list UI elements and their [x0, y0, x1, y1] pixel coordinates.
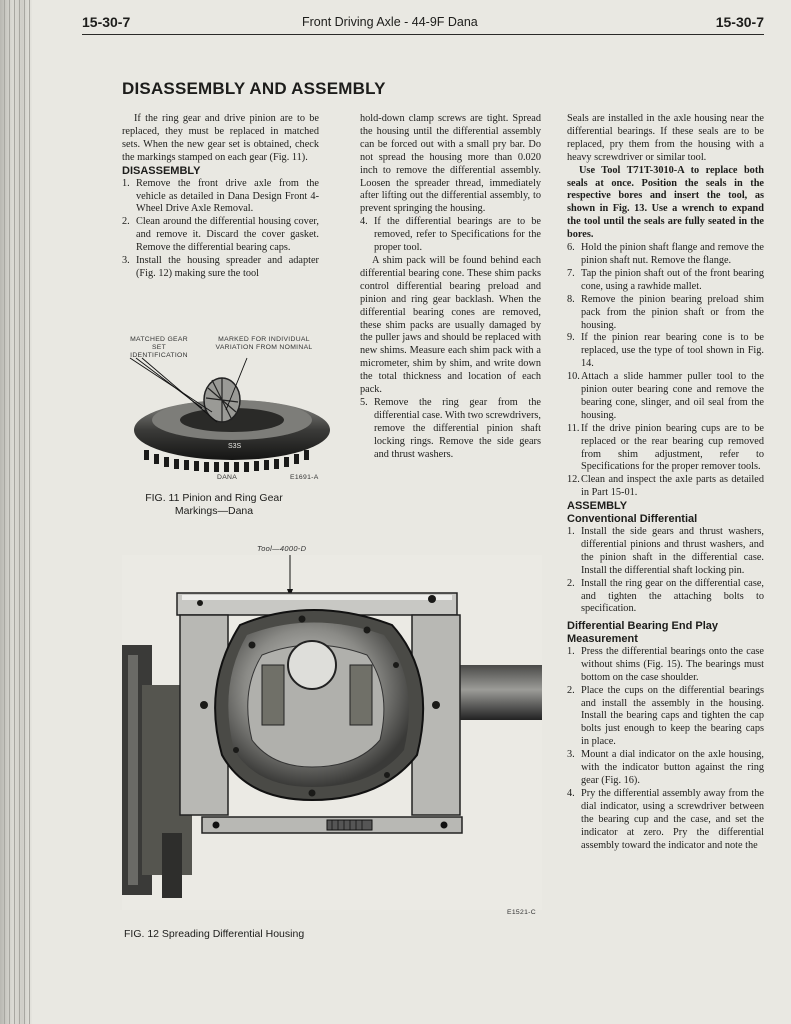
svg-text:S3S: S3S [228, 443, 242, 450]
step-text: Clean and inspect the axle parts as detailed in Part 15-01. [581, 474, 764, 499]
fig12-tool-label: Tool—4000-D [257, 544, 307, 553]
list-item [567, 646, 764, 685]
step-number: 6. [567, 242, 575, 254]
list-item [567, 749, 764, 788]
step-text: Mount a dial indicator on the axle housing, with the indicator button against the ring gear (Fig. 16). [581, 749, 764, 786]
fig12-caption: FIG. 12 Spreading Differential Housing [124, 928, 305, 940]
fig11-label-variation: MARKED FOR INDIVIDUAL VARIATION FROM NOMINAL [215, 336, 313, 351]
step-text: Press the differential bearings onto the case without shims (Fig. 15). The bearings must bottom on the case shoulder. [581, 645, 764, 683]
list-item [122, 216, 319, 255]
step-number: 12. [567, 474, 580, 486]
fig12-code: E1521-C [507, 909, 536, 916]
fig11-code: E1691-A [290, 474, 319, 481]
list-item [122, 255, 319, 281]
step-number: 5. [360, 396, 368, 408]
step-text: Clean around the differential housing cover, and remove it. Discard the cover gasket. Remove the differential bearing caps. [136, 216, 319, 254]
step-number: 2. [567, 577, 575, 589]
page-number-left: 15-30-7 [82, 14, 131, 30]
step-number: 4. [360, 216, 368, 228]
ring-gear-illustration [122, 350, 332, 475]
spreader-tool-photo [122, 555, 542, 910]
list-item [567, 371, 764, 423]
assembly-steps [567, 526, 764, 616]
list-item [567, 242, 764, 268]
disassembly-steps-cont [360, 216, 541, 255]
list-item [567, 294, 764, 333]
section-title: Front Driving Axle - 44-9F Dana [302, 15, 478, 29]
step-text: Remove the pinion bearing preload shim pack from the pinion shaft or from the housing. [581, 293, 764, 331]
end-play-heading: Differential Bearing End Play Measurement [567, 620, 718, 646]
step-number: 7. [567, 267, 575, 279]
column-2 [360, 113, 541, 461]
step-number: 1. [567, 525, 575, 537]
list-item [567, 788, 764, 853]
step-text: Hold the pinion shaft flange and remove the pinion shaft nut. Remove the flange. [581, 242, 764, 266]
step-text: Place the cups on the differential bearings and install the assembly in the housing. Install the bearing caps and tighten the cap bolts just enough to keep the bearing caps in place. [581, 684, 764, 748]
assembly-heading: ASSEMBLY [567, 500, 628, 513]
step-text: Tap the pinion shaft out of the front bearing cone, using a rawhide mallet. [581, 267, 764, 292]
step-text: If the differential bearings are to be removed, refer to Specifications for the proper tool. [374, 216, 541, 254]
book-binding-edge [0, 0, 32, 1024]
step-number: 2. [122, 216, 130, 228]
list-item [567, 332, 764, 371]
column-3 [567, 113, 764, 852]
seal-tool-note: Use Tool T71T-3010-A to replace both seals at once. Position the seals in the respective bores and insert the tool, as shown in Fig. 13. Use a wrench to expand the tool until the seals are fully seated in the bores. [567, 164, 764, 241]
fig11-label-dana: DANA [217, 474, 238, 481]
page-title: DISASSEMBLY AND ASSEMBLY [122, 79, 386, 98]
step-number: 10. [567, 371, 580, 383]
conventional-differential-heading: Conventional Differential [567, 513, 698, 526]
list-item [567, 474, 764, 500]
step-number: 1. [122, 177, 130, 189]
step-text: Attach a slide hammer puller tool to the pinion outer bearing cone and remove the bearing cone, slinger, and oil seal from the housing. [581, 371, 764, 421]
list-item [567, 526, 764, 578]
step3-continuation: hold-down clamp screws are tight. Spread the housing until the differential assembly can be forced out with a small pry bar. Do not spread the housing more than 0.020 inch to remove the differential assembly. Loosen the spreader thread, immediately after lifting out the differential assembly, to prevent springing the housing. [360, 113, 541, 215]
disassembly-steps-cont-3 [567, 242, 764, 500]
disassembly-steps [122, 178, 319, 281]
step-number: 2. [567, 684, 575, 696]
seals-paragraph: Seals are installed in the axle housing near the differential bearings. If these seals are to be replaced, pry them from the housing with a heavy screwdriver or similar tool. [567, 113, 764, 163]
fig11-label-matched: MATCHED GEAR SET IDENTIFICATION [130, 336, 188, 359]
end-play-steps [567, 646, 764, 853]
fig11-caption: FIG. 11 Pinion and Ring Gear Markings—Dana [145, 492, 283, 517]
step-number: 11. [567, 422, 580, 434]
list-item [360, 216, 541, 255]
step-text: Install the housing spreader and adapter (Fig. 12) making sure the tool [136, 255, 319, 279]
shim-paragraph: A shim pack will be found behind each differential bearing cone. These shim packs control differential bearing preload and pinion and ring gear backlash. When the differential bearing cones are removed, these shim packs are usually damaged by the puller jaws and should be replaced with new shims. Measure each shim pack with a micrometer, shim by shim, and write down the total thickness and location of each pack. [360, 254, 541, 396]
column-1 [122, 113, 319, 281]
list-item [567, 685, 764, 750]
step-text: If the pinion rear bearing cone is to be replaced, use the type of tool shown in Fig. 14. [581, 332, 764, 370]
list-item [567, 423, 764, 475]
list-item [360, 397, 541, 462]
disassembly-steps-cont-2 [360, 397, 541, 462]
step-text: Pry the differential assembly away from the dial indicator, using a screwdriver between the bearing cup and the case, and set the indicator at zero. Pry the differential assembly toward the indicator and note the [581, 787, 764, 851]
step-number: 4. [567, 787, 575, 799]
step-text: Install the ring gear on the differential case, and tighten the attaching bolts to specification. [581, 577, 764, 615]
step-number: 9. [567, 332, 575, 344]
list-item [567, 268, 764, 294]
step-number: 3. [567, 749, 575, 761]
step-number: 3. [122, 255, 130, 267]
step-number: 1. [567, 645, 575, 657]
step-text: Remove the front drive axle from the vehicle as detailed in Dana Design Front 4-Wheel Drive Axle Removal. [136, 177, 319, 215]
page-number-right: 15-30-7 [715, 14, 764, 30]
list-item [122, 178, 319, 217]
intro-paragraph: If the ring gear and drive pinion are to be replaced, they must be replaced in matched sets. When the new gear set is obtained, check the markings stamped on each gear (Fig. 11). [122, 113, 319, 163]
page-header [82, 12, 764, 35]
disassembly-heading: DISASSEMBLY [122, 164, 201, 177]
step-text: Remove the ring gear from the differential case. With two screwdrivers, remove the differential pinion shaft locking rings. Remove the side gears and thrust washers. [374, 396, 541, 460]
step-text: If the drive pinion bearing cups are to be replaced or the rear bearing cup removed from shim adjustment, refer to Specifications for the proper remover tools. [581, 422, 764, 473]
step-number: 8. [567, 293, 575, 305]
step-text: Install the side gears and thrust washers, differential pinions and thrust washers, and the pinion shaft in the differential case. Install the differential shaft locking pin. [581, 525, 764, 576]
list-item [567, 578, 764, 617]
